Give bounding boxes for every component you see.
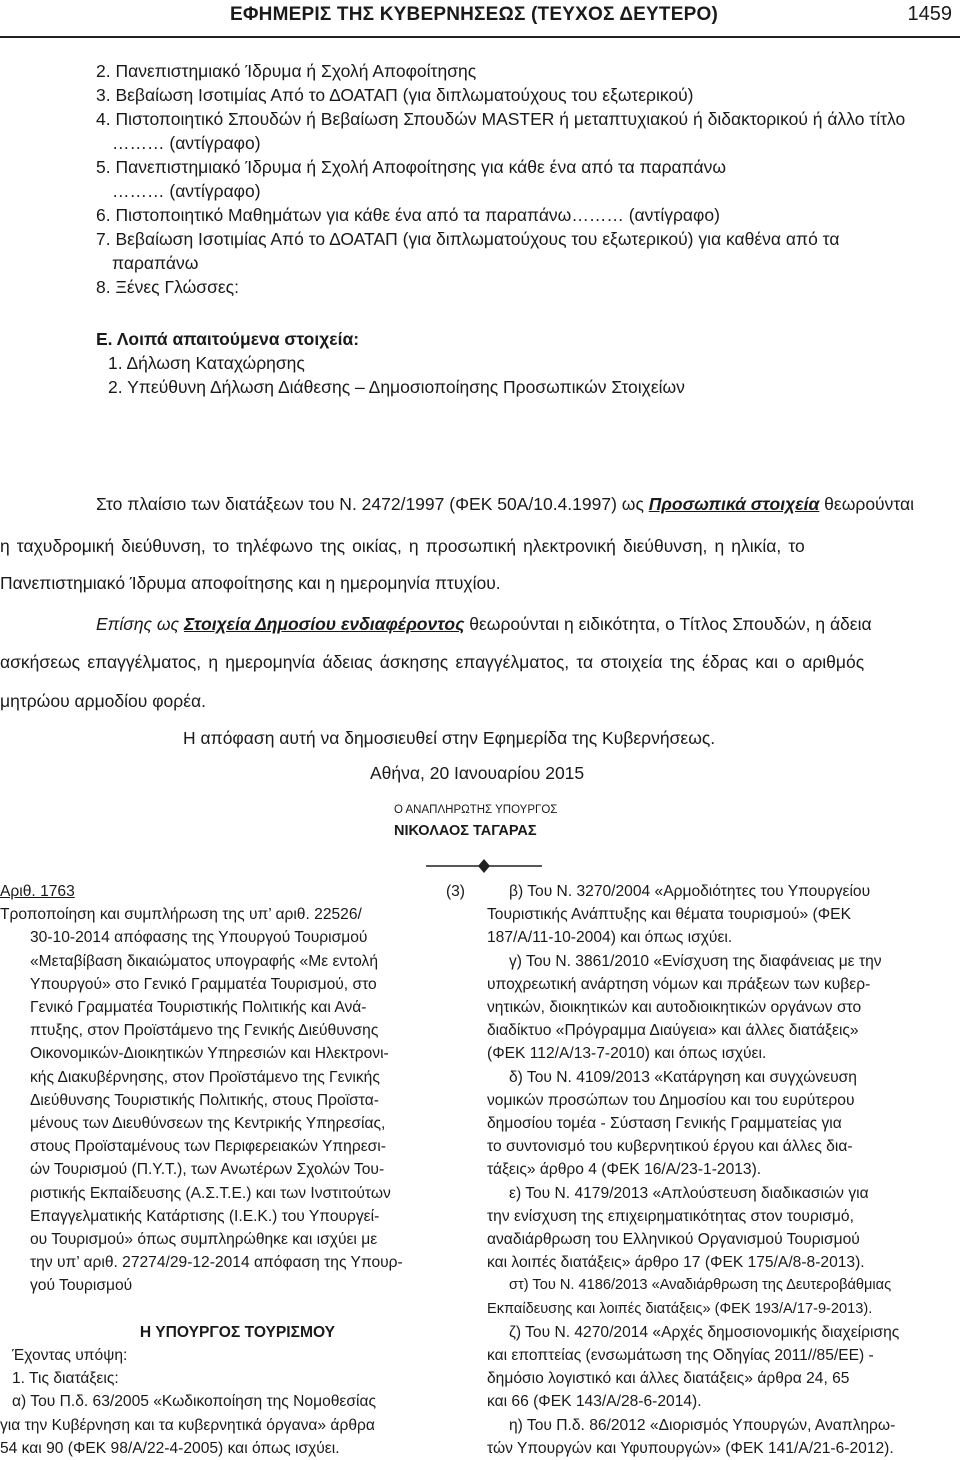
decision-subject-line: στους Προϊσταμένους των Περιφερειακών Υπηρεσι-: [30, 1138, 386, 1156]
decision-subject-line: μένους των Διευθύνσεων της Κεντρικής Υπηρεσίας,: [30, 1115, 386, 1133]
considering-label: Έχοντας υπόψη:: [12, 1347, 128, 1365]
decision-subject-line: ών Τουρισμού (Π.Υ.Τ.), των Ανωτέρων Σχολών Του-: [30, 1161, 385, 1179]
decision-subject-line: ου Τουρισμού» όπως συμπληρώθηκε και ισχύει με: [30, 1231, 378, 1249]
provision-item: την ενίσχυση της επιχειρηματικότητας στον τουρισμό,: [487, 1207, 854, 1225]
decision-subject-line: ριστικής Εκπαίδευσης (Α.Σ.Τ.Ε.) και των Ινστιτούτων: [30, 1184, 391, 1202]
paragraph-line: Στο πλαίσιο των διατάξεων του Ν. 2472/1997 (ΦΕΚ 50Α/10.4.1997) ως Προσωπικά στοιχεία θεωρούνται: [96, 494, 915, 514]
page-header: [0, 0, 960, 38]
emphasis-public-interest: Στοιχεία Δημοσίου ενδιαφέροντος: [183, 614, 465, 634]
provision-item: στ) Του Ν. 4186/2013 «Αναδιάρθρωση της Δευτεροβάθμιας: [509, 1277, 892, 1294]
decision-subject-line: Οικονομικών-Διοικητικών Υπηρεσιών και Ηλεκτρονι-: [30, 1045, 389, 1063]
page-number: 1459: [907, 3, 952, 25]
decision-subject-line: κής Διακυβέρνησης, στον Προϊστάμενο της Γενικής: [30, 1068, 380, 1086]
list-item: 2. Πανεπιστημιακό Ίδρυμα ή Σχολή Αποφοίτησης: [96, 61, 477, 81]
list-item: 2. Υπεύθυνη Δήλωση Διάθεσης – Δημοσιοποίησης Προσωπικών Στοιχείων: [108, 377, 685, 397]
publication-order: Η απόφαση αυτή να δημοσιευθεί στην Εφημερίδα της Κυβερνήσεως.: [183, 728, 716, 748]
provision-item: ζ) Του Ν. 4270/2014 «Αρχές δημοσιονομικής διαχείρισης: [509, 1323, 900, 1341]
provision-item: και λοιπές διατάξεις» άρθρο 17 (ΦΕΚ 175/Α/8-8-2013).: [487, 1254, 865, 1272]
emphasis-personal-data: Προσωπικά στοιχεία: [648, 494, 820, 514]
decision-subject-line: Τροποποίηση και συμπλήρωση της υπ’ αριθ. 22526/: [0, 906, 362, 924]
list-item-continuation: ……… (αντίγραφο): [112, 181, 261, 201]
minister-heading: Η ΥΠΟΥΡΓΟΣ ΤΟΥΡΙΣΜΟΥ: [139, 1323, 336, 1341]
provision-item: β) Του Ν. 3270/2004 «Αρμοδιότητες του Υπουργείου: [509, 883, 871, 900]
decision-subject-line: Γενικό Γραμματέα Τουριστικής Πολιτικής και Ανά-: [30, 999, 367, 1016]
provision-item: αναδιάρθρωση του Ελληνικού Οργανισμού Τουρισμού: [487, 1231, 860, 1249]
decision-subject-line: 30-10-2014 απόφασης της Υπουργού Τουρισμού: [30, 929, 368, 947]
paragraph-line: η ταχυδρομική διεύθυνση, το τηλέφωνο της οικίας, η προσωπική ηλεκτρονική διεύθυνση, η ηλικία, το: [0, 536, 805, 556]
decision-subject-line: Επαγγελματικής Κατάρτισης (Ι.Ε.Κ.) του Υπουργεί-: [30, 1207, 380, 1225]
list-item-continuation: ……… (αντίγραφο): [112, 133, 261, 153]
provision-item: α) Του Π.δ. 63/2005 «Κωδικοποίηση της Νομοθεσίας: [12, 1393, 376, 1411]
decision-subject-line: γού Τουρισμού: [30, 1277, 133, 1295]
list-item: 7. Βεβαίωση Ισοτιμίας Από το ΔΟΑΤΑΠ (για διπλωματούχους του εξωτερικού) για καθένα από τα: [96, 229, 840, 249]
provision-item: και εποπτείας (ενσωμάτωση της Οδηγίας 2011//85/ΕΕ) -: [487, 1347, 874, 1365]
decision-index: (3): [445, 883, 465, 900]
provision-item: και 66 (ΦΕΚ 143/Α/28-6-2014).: [487, 1393, 702, 1411]
gazette-title: ΕΦΗΜΕΡΙΣ ΤΗΣ ΚΥΒΕΡΝΗΣΕΩΣ (ΤΕΥΧΟΣ ΔΕΥΤΕΡΟ): [230, 4, 718, 25]
provision-item: διαδίκτυο «Πρόγραμμα Διαύγεια» και άλλες διατάξεις»: [487, 1022, 859, 1040]
provision-item: υποχρεωτική ανάρτηση νόμων και πράξεων των κυβερ-: [487, 975, 871, 993]
decision-right-column: [487, 880, 960, 1460]
paragraph-line: Πανεπιστημιακό Ίδρυμα αποφοίτησης και η ημερομηνία πτυχίου.: [0, 573, 501, 593]
decision-number-row: [0, 880, 475, 903]
provision-item: η) Του Π.δ. 86/2012 «Διορισμός Υπουργών, Αναπληρω-: [509, 1416, 896, 1434]
decision-subject-line: «Μεταβίβαση δικαιώματος υπογραφής «Με εντολή: [30, 952, 379, 970]
decision-subject-line: Διεύθυνσης Τουριστικής Πολιτικής, στους Προϊστα-: [30, 1091, 379, 1109]
provision-item: ε) Του Ν. 4179/2013 «Απλούστευση διαδικασιών για: [509, 1184, 869, 1202]
list-item: 1. Δήλωση Καταχώρησης: [108, 353, 305, 373]
signer-name: ΝΙΚΟΛΑΟΣ ΤΑΓΑΡΑΣ: [394, 823, 537, 839]
list-item: 6. Πιστοποιητικό Μαθημάτων για κάθε ένα από τα παραπάνω……… (αντίγραφο): [96, 205, 720, 225]
provision-item: δημοσίου τομέα - Σύσταση Γενικής Γραμματείας για: [487, 1115, 842, 1133]
diamond-divider-icon: [426, 859, 542, 873]
provision-item: το συντονισμό του κυβερνητικού έργου και άλλες δια-: [487, 1138, 853, 1156]
provision-item: Εκπαίδευσης και λοιπές διατάξεις» (ΦΕΚ 193/Α/17-9-2013).: [487, 1300, 873, 1317]
provisions-label: 1. Τις διατάξεις:: [12, 1370, 119, 1388]
provision-item: για την Κυβέρνηση και τα κυβερνητικά όργανα» άρθρα: [0, 1416, 375, 1434]
provision-item: νομικών προσώπων του Δημοσίου και του ευρύτερου: [487, 1091, 855, 1109]
provision-item: γ) Του Ν. 3861/2010 «Ενίσχυση της διαφάνειας με την: [509, 952, 882, 970]
signer-title: Ο ΑΝΑΠΛΗΡΩΤΗΣ ΥΠΟΥΡΓΟΣ: [394, 804, 558, 816]
section-heading: Ε. Λοιπά απαιτούμενα στοιχεία:: [96, 329, 360, 349]
list-item: 4. Πιστοποιητικό Σπουδών ή Βεβαίωση Σπουδών MASTER ή μεταπτυχιακού ή διδακτορικού ή άλλο τίτλο: [96, 109, 906, 129]
decision-subject-line: την υπ’ αριθ. 27274/29-12-2014 απόφαση της Υπουρ-: [30, 1254, 403, 1272]
provision-item: (ΦΕΚ 112/Α/13-7-2010) και όπως ισχύει.: [487, 1045, 767, 1063]
provision-item: δ) Του Ν. 4109/2013 «Κατάργηση και συγχώνευση: [509, 1068, 857, 1086]
provision-item: Τουριστικής Ανάπτυξης και θέματα τουρισμού» (ΦΕΚ: [487, 906, 851, 924]
list-item: 8. Ξένες Γλώσσες:: [96, 277, 239, 297]
provision-item: νητικών, διοικητικών και αυτοδιοικητικών οργάνων στο: [487, 999, 862, 1017]
provision-item: 187/Α/11-10-2004) και όπως ισχύει.: [487, 929, 733, 947]
provision-item: τών Υπουργών και Υφυπουργών» (ΦΕΚ 141/Α/21-6-2012).: [487, 1439, 894, 1457]
paragraph-line: ασκήσεως επαγγέλματος, η ημερομηνία άδειας άσκησης επαγγέλματος, τα στοιχεία της έδρας και ο αριθμός: [0, 652, 865, 672]
provision-item: 54 και 90 (ΦΕΚ 98/Α/22-4-2005) και όπως ισχύει.: [0, 1439, 340, 1457]
decision-subject-line: Υπουργού» στο Γενικό Γραμματέα Τουρισμού, στο: [30, 975, 377, 993]
decision-left-column: [0, 880, 475, 1460]
decision-number: Αριθ. 1763: [0, 883, 75, 900]
list-item: 3. Βεβαίωση Ισοτιμίας Από το ΔΟΑΤΑΠ (για διπλωματούχους του εξωτερικού): [96, 85, 694, 105]
paragraph-line: μητρώου αρμοδίου φορέα.: [0, 691, 207, 711]
provision-item: τάξεις» άρθρο 4 (ΦΕΚ 16/Α/23-1-2013).: [487, 1161, 762, 1179]
decision-subject-line: πτυξης, στον Προϊστάμενο της Γενικής Διεύθυνσης: [30, 1022, 379, 1040]
list-item-continuation: παραπάνω: [112, 253, 199, 273]
list-item: 5. Πανεπιστημιακό Ίδρυμα ή Σχολή Αποφοίτησης για κάθε ένα από τα παραπάνω: [96, 157, 727, 177]
paragraph-line: Επίσης ως Στοιχεία Δημοσίου ενδιαφέροντος θεωρούνται η ειδικότητα, ο Τίτλος Σπουδών, η άδεια: [96, 614, 872, 634]
place-date: Αθήνα, 20 Ιανουαρίου 2015: [370, 763, 585, 783]
provision-item: δημόσιο λογιστικό και άλλες διατάξεις» άρθρα 24, 65: [487, 1370, 850, 1388]
